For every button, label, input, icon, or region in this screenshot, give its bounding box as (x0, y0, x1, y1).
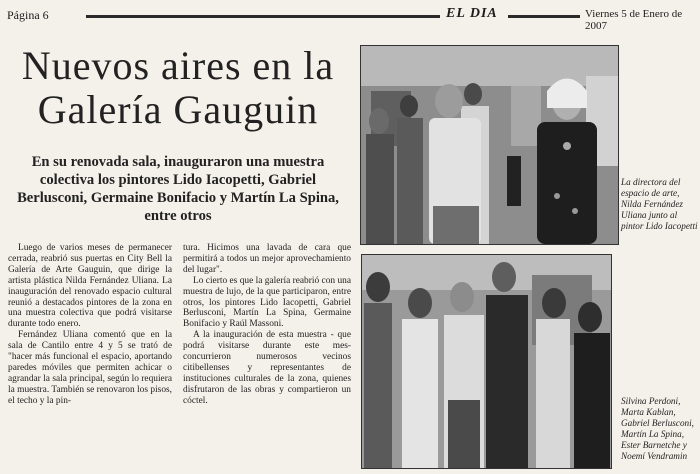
paragraph: Lo cierto es que la galería reabrió con una muestra de lujo, de la que participaron, entre otros, los pintores Lido Iacopetti, Gabriel Berlusconi, Martín La Spina, Germaine Bonifacio y Raúl Massoni. (183, 275, 351, 330)
photo-group (361, 254, 612, 469)
headline-line-2: Galería Gauguin (37, 87, 319, 132)
page-number: Página 6 (7, 8, 49, 22)
photo-caption-bottom: Silvina Perdoni, Marta Kablan, Gabriel Berlusconi, Martín La Spina, Ester Barnetche y Noemí Vendramin (621, 396, 694, 461)
photo-illustration (362, 255, 611, 468)
issue-date: Viernes 5 de Enero de 2007 (585, 8, 683, 32)
newspaper-masthead: EL DIA (446, 6, 498, 21)
header-rule-right (508, 15, 580, 18)
photo-director-and-painter (360, 45, 619, 245)
headline (4, 44, 352, 132)
article-column-2 (183, 243, 351, 407)
headline-line-1: Nuevos aires en la (21, 43, 335, 88)
header-rule-left (86, 15, 440, 18)
paragraph: tura. Hicimos una lavada de cara que permitirá a todos un mejor aprovechamiento del lugar". (183, 243, 351, 275)
article-column-1 (8, 243, 172, 407)
paragraph: Fernández Uliana comentó que en la sala de Cantilo entre 4 y 5 se trató de "hacer más funcional el espacio, aportando paredes móviles que permiten achicar o agrandar la sala principal, según lo requiera la muestra. También se renovaron los pisos, el techo y la pin- (8, 330, 172, 406)
photo-illustration (361, 46, 618, 244)
photo-caption-top: La directora del espacio de arte, Nilda Fernández Uliana junto al pintor Lido Iacopetti (621, 177, 698, 231)
paragraph: A la inauguración de esta muestra - que podrá visitarse durante este mes- concurrieron numerosos vecinos citibellenses y representantes de instituciones culturales de la zona, quienes disfrutaron de las obras y compartieron un cóctel. (183, 330, 351, 406)
page-header (0, 0, 700, 30)
subheadline: En su renovada sala, inauguraron una muestra colectiva los pintores Lido Iacopetti, Gabriel Berlusconi, Germaine Bonifacio y Martín La Spina, entre otros (17, 154, 339, 224)
paragraph: Luego de varios meses de permanecer cerrada, reabrió sus puertas en City Bell la Galería de Arte Gauguin, que dirige la artista plástica Nilda Fernández Uliana. La inauguración del renovado espacio cultural reunió a destacados pintores de la zona en una muestra colectiva que podrá visitarse durante todo enero. (8, 243, 172, 330)
